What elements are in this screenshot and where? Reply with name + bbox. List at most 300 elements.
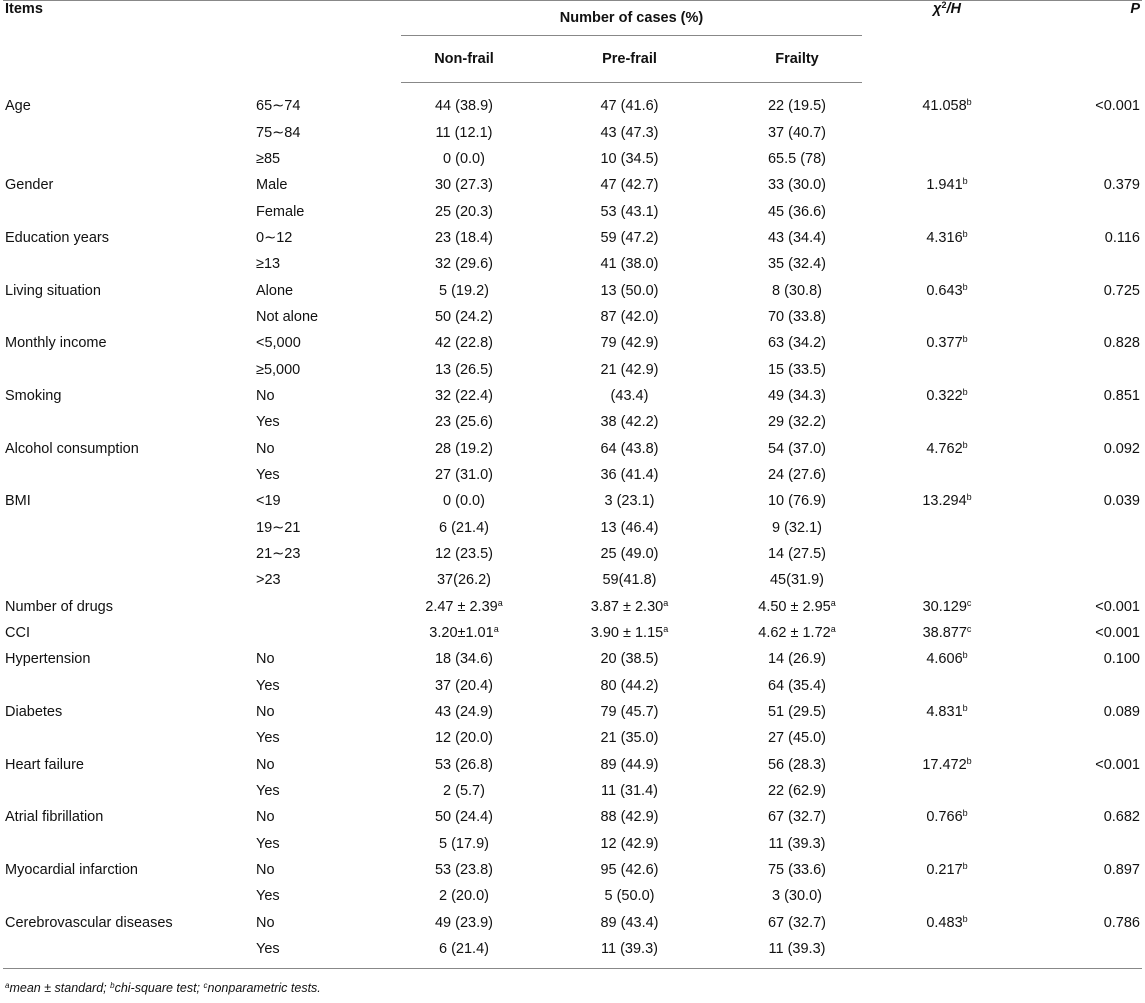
cell-category — [256, 936, 401, 969]
cell-frailty-text: 22 (62.9) — [767, 783, 827, 800]
cell-non-frail-text: 42 (22.8) — [434, 335, 494, 352]
cell-category — [256, 699, 401, 725]
cell-category — [256, 462, 401, 488]
cell-non-frail-text: 13 (26.5) — [434, 361, 494, 378]
cell-chi-square-superscript: b — [962, 650, 968, 661]
cell-pre-frail — [527, 462, 732, 488]
cell-non-frail-text: 32 (29.6) — [434, 256, 494, 273]
cell-pre-frail — [527, 251, 732, 277]
cell-item — [3, 488, 256, 514]
cell-item — [3, 83, 256, 120]
cell-frailty — [732, 699, 862, 725]
cell-pre-frail — [527, 172, 732, 198]
cell-p-value — [1032, 541, 1142, 567]
cell-non-frail — [401, 435, 527, 461]
cell-frailty — [732, 883, 862, 909]
header-chi-square — [862, 1, 1032, 83]
footnote-a-marker: a — [5, 981, 10, 991]
cell-item — [3, 198, 256, 224]
cell-p-value — [1032, 277, 1142, 303]
cell-item — [3, 304, 256, 330]
cell-p-value-text: 0.116 — [1104, 229, 1140, 246]
cell-pre-frail — [527, 356, 732, 382]
table-row — [3, 409, 1142, 435]
cell-category-text: >23 — [256, 572, 281, 589]
cell-chi-square-superscript: b — [962, 439, 968, 450]
cell-non-frail — [401, 857, 527, 883]
cell-p-value — [1032, 462, 1142, 488]
table-footnote — [3, 969, 1142, 1003]
cell-chi-square — [862, 304, 1032, 330]
cell-frailty — [732, 119, 862, 145]
cell-category — [256, 804, 401, 830]
cell-frailty — [732, 83, 862, 120]
cell-pre-frail-text: 80 (44.2) — [600, 677, 659, 694]
cell-category — [256, 725, 401, 751]
footnote-row — [3, 969, 1142, 1003]
table-row — [3, 83, 1142, 120]
cell-chi-square — [862, 804, 1032, 830]
cell-p-value-text: 0.828 — [1103, 335, 1140, 352]
cell-frailty — [732, 673, 862, 699]
cell-category — [256, 910, 401, 936]
cell-chi-square — [862, 83, 1032, 120]
cell-chi-square-text: 4.762 — [926, 440, 963, 457]
table-row — [3, 804, 1142, 830]
cell-non-frail — [401, 330, 527, 356]
cell-p-value — [1032, 251, 1142, 277]
table-row — [3, 462, 1142, 488]
cell-chi-square — [862, 541, 1032, 567]
cell-p-value — [1032, 725, 1142, 751]
cell-item — [3, 936, 256, 969]
cell-item — [3, 462, 256, 488]
cell-p-value-text: <0.001 — [1095, 625, 1140, 642]
table-row — [3, 304, 1142, 330]
table-row — [3, 883, 1142, 909]
cell-item — [3, 725, 256, 751]
cell-item — [3, 277, 256, 303]
cell-chi-square-superscript: b — [966, 492, 972, 503]
cell-pre-frail-text: 25 (49.0) — [600, 546, 659, 563]
cell-item — [3, 594, 256, 620]
cell-pre-frail — [527, 673, 732, 699]
cell-frailty — [732, 620, 862, 646]
cell-pre-frail — [527, 857, 732, 883]
cell-item — [3, 541, 256, 567]
cell-p-value — [1032, 198, 1142, 224]
cell-item — [3, 356, 256, 382]
footnote-b-text: chi-square test; — [114, 981, 204, 996]
cell-category — [256, 198, 401, 224]
cell-chi-square — [862, 594, 1032, 620]
cell-item-text: Age — [5, 97, 31, 114]
cell-non-frail — [401, 515, 527, 541]
cell-chi-square-text: 13.294 — [922, 493, 967, 510]
cell-category-text: <5,000 — [256, 335, 301, 352]
cell-non-frail — [401, 752, 527, 778]
cell-pre-frail — [527, 541, 732, 567]
cell-non-frail-text: 18 (34.6) — [434, 651, 494, 668]
cell-frailty-text: 67 (32.7) — [767, 914, 827, 931]
cell-chi-square — [862, 910, 1032, 936]
table-row — [3, 857, 1142, 883]
cell-frailty — [732, 910, 862, 936]
cell-frailty-superscript: a — [830, 624, 836, 635]
cell-chi-square-superscript: b — [962, 228, 968, 239]
cell-item-text: Gender — [5, 177, 54, 194]
cell-pre-frail — [527, 725, 732, 751]
cell-category — [256, 567, 401, 593]
header-number-of-cases: Number of cases (%) — [401, 1, 862, 36]
cell-frailty — [732, 225, 862, 251]
cell-chi-square — [862, 251, 1032, 277]
cell-chi-square — [862, 356, 1032, 382]
cell-chi-square-superscript: b — [962, 386, 968, 397]
table-row — [3, 910, 1142, 936]
cell-pre-frail-text: 89 (44.9) — [600, 756, 659, 773]
cell-frailty — [732, 356, 862, 382]
cell-chi-square-superscript: b — [966, 96, 972, 107]
cell-non-frail — [401, 883, 527, 909]
cell-p-value-text: 0.682 — [1103, 809, 1140, 826]
cell-item-text: Living situation — [5, 282, 101, 299]
cell-non-frail — [401, 936, 527, 969]
cell-item — [3, 409, 256, 435]
cell-item-text: Diabetes — [5, 704, 63, 721]
cell-category-text: Yes — [256, 888, 280, 905]
cell-pre-frail — [527, 277, 732, 303]
cell-p-value-text: <0.001 — [1095, 756, 1140, 773]
cell-non-frail — [401, 831, 527, 857]
table-row — [3, 172, 1142, 198]
table-row — [3, 198, 1142, 224]
cell-category-text: No — [256, 862, 275, 879]
cell-frailty — [732, 541, 862, 567]
cell-item — [3, 699, 256, 725]
cell-category-text: No — [256, 440, 275, 457]
cell-p-value-text: 0.725 — [1103, 282, 1140, 299]
cell-item — [3, 804, 256, 830]
cell-p-value — [1032, 515, 1142, 541]
cell-pre-frail-text: 53 (43.1) — [600, 203, 659, 220]
cell-non-frail-text: 6 (21.4) — [439, 519, 489, 536]
cell-item — [3, 910, 256, 936]
cell-category-text: ≥85 — [256, 150, 281, 167]
cell-non-frail-text: 43 (24.9) — [434, 704, 494, 721]
cell-chi-square-superscript: c — [966, 597, 972, 608]
cell-chi-square — [862, 462, 1032, 488]
cell-chi-square — [862, 198, 1032, 224]
cell-frailty — [732, 172, 862, 198]
cell-item-text: Education years — [5, 229, 109, 246]
cell-pre-frail — [527, 699, 732, 725]
cell-chi-square — [862, 857, 1032, 883]
cell-item-text: Myocardial infarction — [5, 862, 138, 879]
cell-p-value — [1032, 119, 1142, 145]
cell-category — [256, 409, 401, 435]
cell-category-text: ≥5,000 — [256, 361, 301, 378]
cell-category-text: Yes — [256, 835, 280, 852]
table-row — [3, 277, 1142, 303]
cell-non-frail — [401, 198, 527, 224]
cell-non-frail-text: 50 (24.2) — [434, 308, 494, 325]
cell-p-value — [1032, 567, 1142, 593]
cell-frailty-text: 29 (32.2) — [767, 414, 827, 431]
footnote-c-marker: c — [203, 981, 208, 991]
cell-non-frail-text: 23 (25.6) — [434, 414, 494, 431]
cell-frailty — [732, 567, 862, 593]
cell-category-text: Alone — [256, 282, 294, 299]
table-row — [3, 752, 1142, 778]
table-row — [3, 725, 1142, 751]
cell-pre-frail — [527, 594, 732, 620]
cell-item-text: Hypertension — [5, 651, 91, 668]
cell-frailty — [732, 198, 862, 224]
table-row — [3, 251, 1142, 277]
cell-pre-frail — [527, 752, 732, 778]
cell-pre-frail — [527, 620, 732, 646]
cell-non-frail — [401, 304, 527, 330]
cell-p-value — [1032, 699, 1142, 725]
cell-p-value-text: 0.092 — [1103, 440, 1140, 457]
cell-frailty-text: 63 (34.2) — [767, 335, 827, 352]
cell-p-value — [1032, 330, 1142, 356]
cell-non-frail-text: 2 (20.0) — [439, 888, 489, 905]
cell-non-frail-text: 44 (38.9) — [434, 98, 494, 115]
cell-item — [3, 567, 256, 593]
cell-pre-frail-text: 11 (31.4) — [601, 783, 658, 800]
cell-frailty-text: 22 (19.5) — [767, 98, 827, 115]
cell-non-frail — [401, 225, 527, 251]
cell-item — [3, 857, 256, 883]
cell-item — [3, 435, 256, 461]
cell-category — [256, 383, 401, 409]
cell-frailty-text: 70 (33.8) — [767, 308, 827, 325]
cell-non-frail-text: 53 (23.8) — [434, 862, 494, 879]
cell-category-text: Male — [256, 177, 288, 194]
cell-pre-frail — [527, 383, 732, 409]
cell-non-frail — [401, 172, 527, 198]
cell-pre-frail — [527, 119, 732, 145]
cell-chi-square — [862, 725, 1032, 751]
cell-p-value — [1032, 435, 1142, 461]
cell-chi-square — [862, 778, 1032, 804]
cell-non-frail-text: 2.47 ± 2.39 — [425, 598, 498, 615]
frailty-characteristics-table — [3, 0, 1142, 1003]
cell-non-frail — [401, 725, 527, 751]
cell-non-frail-superscript: a — [497, 597, 503, 608]
cell-chi-square-text: 0.217 — [926, 862, 963, 879]
cell-chi-square — [862, 172, 1032, 198]
cell-frailty-text: 11 (39.3) — [768, 835, 826, 852]
cell-frailty — [732, 146, 862, 172]
cell-chi-square-text: 0.483 — [926, 914, 963, 931]
cell-non-frail — [401, 567, 527, 593]
cell-item — [3, 225, 256, 251]
cell-frailty — [732, 383, 862, 409]
cell-category — [256, 172, 401, 198]
cell-pre-frail-text: 20 (38.5) — [600, 651, 659, 668]
cell-non-frail — [401, 356, 527, 382]
cell-chi-square-superscript: b — [962, 281, 968, 292]
table-row — [3, 488, 1142, 514]
cell-frailty-text: 75 (33.6) — [767, 862, 827, 879]
cell-item-text: Cerebrovascular diseases — [5, 914, 173, 931]
table-row — [3, 673, 1142, 699]
cell-frailty-text: 54 (37.0) — [767, 440, 827, 457]
cell-pre-frail-text: 13 (50.0) — [600, 282, 659, 299]
cell-non-frail-text: 12 (23.5) — [434, 546, 494, 563]
cell-pre-frail — [527, 936, 732, 969]
cell-p-value — [1032, 225, 1142, 251]
cell-non-frail-text: 37(26.2) — [436, 572, 491, 589]
cell-pre-frail-text: 47 (41.6) — [600, 98, 659, 115]
cell-non-frail — [401, 646, 527, 672]
cell-category — [256, 304, 401, 330]
cell-chi-square — [862, 515, 1032, 541]
table-row — [3, 620, 1142, 646]
cell-pre-frail-text: 21 (35.0) — [600, 730, 659, 747]
cell-frailty — [732, 594, 862, 620]
cell-pre-frail-text: 64 (43.8) — [600, 440, 659, 457]
cell-chi-square-text: 17.472 — [922, 756, 967, 773]
table-row — [3, 515, 1142, 541]
cell-p-value-text: 0.786 — [1103, 914, 1140, 931]
cell-non-frail — [401, 277, 527, 303]
cell-chi-square-text: 41.058 — [922, 97, 967, 114]
cell-p-value-text: 0.851 — [1103, 387, 1140, 404]
cell-p-value-text: 0.379 — [1103, 177, 1140, 194]
cell-pre-frail-text: 41 (38.0) — [600, 256, 659, 273]
cell-category-text: No — [256, 651, 275, 668]
cell-frailty-text: 45 (36.6) — [767, 203, 827, 220]
cell-chi-square-superscript: c — [966, 624, 972, 635]
cell-p-value — [1032, 673, 1142, 699]
cell-category — [256, 83, 401, 120]
cell-p-value — [1032, 883, 1142, 909]
cell-item — [3, 172, 256, 198]
cell-category-text: Yes — [256, 730, 280, 747]
header-row-1 — [3, 1, 1142, 36]
cell-p-value — [1032, 146, 1142, 172]
cell-chi-square — [862, 225, 1032, 251]
cell-pre-frail-text: 12 (42.9) — [600, 835, 659, 852]
cell-chi-square-text: 0.643 — [926, 282, 963, 299]
cell-item — [3, 251, 256, 277]
cell-chi-square-text: 4.606 — [926, 651, 963, 668]
cell-frailty — [732, 778, 862, 804]
cell-pre-frail-text: 36 (41.4) — [600, 466, 659, 483]
cell-frailty-text: 43 (34.4) — [767, 229, 827, 246]
cell-item-text: BMI — [5, 493, 31, 510]
cell-non-frail — [401, 251, 527, 277]
cell-pre-frail — [527, 198, 732, 224]
cell-category-text: No — [256, 809, 275, 826]
cell-pre-frail-text: 79 (42.9) — [600, 335, 659, 352]
cell-chi-square-superscript: b — [962, 913, 968, 924]
cell-chi-square — [862, 752, 1032, 778]
cell-non-frail-superscript: a — [493, 624, 499, 635]
cell-frailty-text: 8 (30.8) — [772, 282, 822, 299]
cell-category — [256, 752, 401, 778]
header-items: Items — [3, 1, 256, 83]
cell-non-frail-text: 32 (22.4) — [434, 387, 494, 404]
cell-chi-square — [862, 646, 1032, 672]
cell-category-text: No — [256, 756, 275, 773]
cell-chi-square — [862, 883, 1032, 909]
cell-p-value — [1032, 831, 1142, 857]
cell-item — [3, 646, 256, 672]
cell-category — [256, 620, 401, 646]
cell-category — [256, 146, 401, 172]
cell-pre-frail — [527, 409, 732, 435]
cell-item — [3, 146, 256, 172]
cell-pre-frail-text: 59(41.8) — [602, 572, 657, 589]
cell-non-frail — [401, 910, 527, 936]
cell-non-frail — [401, 804, 527, 830]
cell-category — [256, 225, 401, 251]
cell-non-frail-text: 53 (26.8) — [434, 756, 494, 773]
table-row — [3, 146, 1142, 172]
cell-p-value — [1032, 488, 1142, 514]
chi-rest: /H — [946, 1, 961, 17]
cell-item-text: Alcohol consumption — [5, 440, 139, 457]
cell-category — [256, 435, 401, 461]
table-row — [3, 831, 1142, 857]
cell-frailty — [732, 936, 862, 969]
table-row — [3, 225, 1142, 251]
cell-pre-frail — [527, 304, 732, 330]
table-row — [3, 435, 1142, 461]
cell-category — [256, 515, 401, 541]
cell-p-value-text: <0.001 — [1095, 598, 1140, 615]
cell-chi-square-superscript: b — [962, 176, 968, 187]
cell-chi-square-superscript: b — [962, 808, 968, 819]
cell-non-frail — [401, 488, 527, 514]
cell-chi-square-text: 0.766 — [926, 809, 963, 826]
cell-chi-square-superscript: b — [966, 755, 972, 766]
cell-item — [3, 119, 256, 145]
cell-non-frail — [401, 541, 527, 567]
cell-item — [3, 330, 256, 356]
cell-p-value-text: <0.001 — [1095, 97, 1140, 114]
cell-pre-frail — [527, 910, 732, 936]
cell-category-text: ≥13 — [256, 256, 281, 273]
cell-pre-frail — [527, 646, 732, 672]
cell-chi-square — [862, 567, 1032, 593]
cell-frailty-text: 10 (76.9) — [767, 493, 827, 510]
cell-chi-square — [862, 119, 1032, 145]
cell-frailty-text: 24 (27.6) — [767, 466, 827, 483]
cell-frailty-text: 49 (34.3) — [767, 387, 827, 404]
cell-category — [256, 277, 401, 303]
cell-frailty — [732, 251, 862, 277]
cell-pre-frail-text: 13 (46.4) — [600, 519, 659, 536]
cell-item — [3, 752, 256, 778]
cell-item — [3, 383, 256, 409]
cell-frailty-text: 64 (35.4) — [767, 677, 827, 694]
table-row — [3, 383, 1142, 409]
cell-chi-square-text: 38.877 — [922, 625, 967, 642]
table-row — [3, 936, 1142, 969]
cell-item — [3, 831, 256, 857]
header-frailty: Frailty — [732, 36, 862, 83]
cell-pre-frail — [527, 515, 732, 541]
cell-category — [256, 857, 401, 883]
cell-item-text: Number of drugs — [5, 598, 113, 615]
cell-non-frail-text: 27 (31.0) — [434, 466, 494, 483]
